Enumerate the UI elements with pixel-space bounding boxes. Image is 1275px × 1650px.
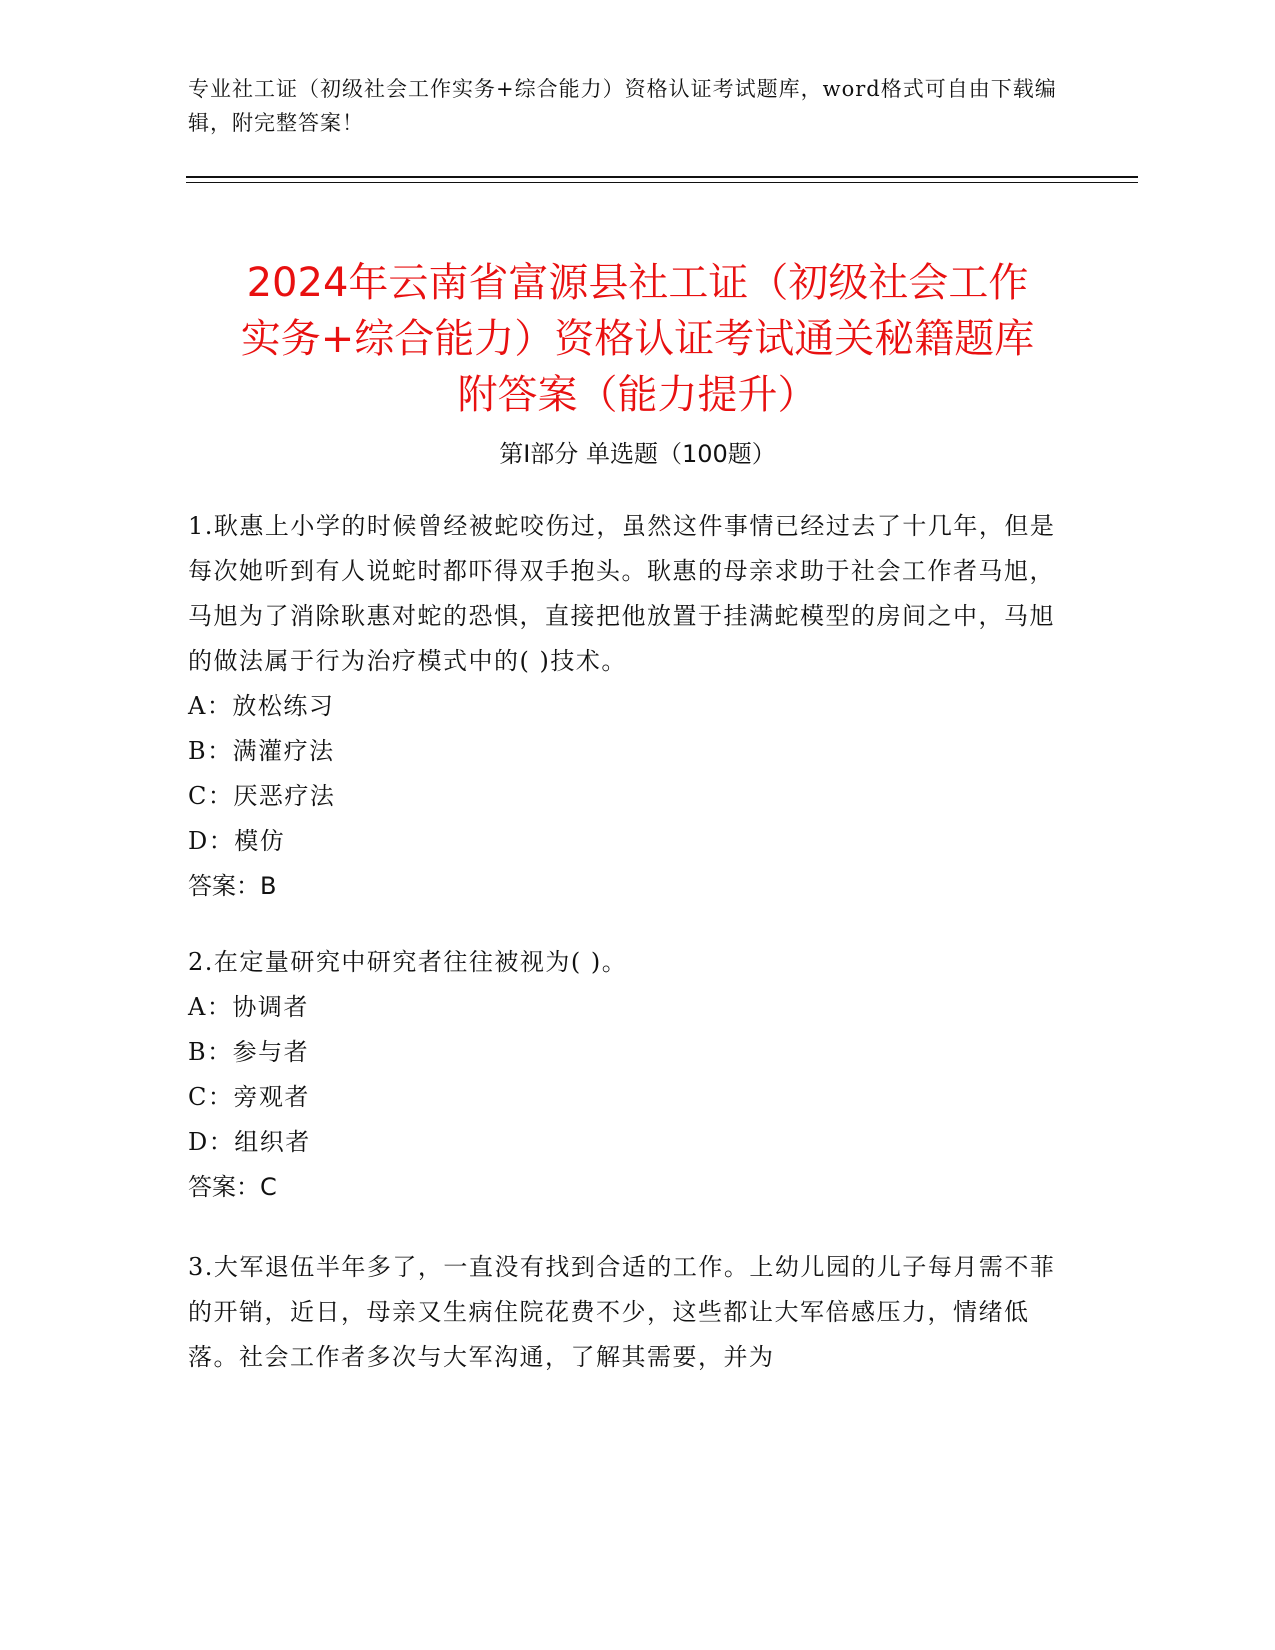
title-line-1: 2024年云南省富源县社工证（初级社会工作	[246, 259, 1029, 306]
question-1	[188, 504, 1068, 909]
answer: 答案：B	[188, 872, 277, 900]
question-3	[188, 1245, 1068, 1380]
option-a: A：协调者	[188, 993, 309, 1021]
option-d: D：组织者	[188, 1128, 311, 1156]
option-c: C：厌恶疗法	[188, 782, 336, 810]
document-title	[170, 255, 1105, 423]
question-2	[188, 940, 1068, 1210]
header-divider-thin	[186, 182, 1138, 183]
answer: 答案：C	[188, 1173, 277, 1201]
question-stem: 2.在定量研究中研究者往往被视为( )。	[188, 948, 628, 976]
section-heading: 第Ⅰ部分 单选题（100题）	[499, 440, 776, 468]
title-line-2: 实务+综合能力）资格认证考试通关秘籍题库	[240, 315, 1035, 362]
option-a: A：放松练习	[188, 692, 335, 720]
option-b: B：满灌疗法	[188, 737, 335, 765]
question-stem: 1.耿惠上小学的时候曾经被蛇咬伤过，虽然这件事情已经过去了十几年，但是每次她听到有人说蛇时都吓得双手抱头。耿惠的母亲求助于社会工作者马旭，马旭为了消除耿惠对蛇的恐惧，直接把他放置于挂满蛇模型的房间之中，马旭的做法属于行为治疗模式中的( )技术。	[188, 512, 1056, 675]
header-divider-thick	[186, 176, 1138, 178]
question-stem: 3.大军退伍半年多了，一直没有找到合适的工作。上幼儿园的儿子每月需不菲的开销，近日，母亲又生病住院花费不少，这些都让大军倍感压力，情绪低落。社会工作者多次与大军沟通，了解其需要，并为	[188, 1253, 1056, 1371]
header-note: 专业社工证（初级社会工作实务+综合能力）资格认证考试题库，word格式可自由下载编辑，附完整答案！	[188, 77, 1057, 135]
option-c: C：旁观者	[188, 1083, 310, 1111]
title-line-3: 附答案（能力提升）	[457, 371, 818, 418]
option-d: D：模仿	[188, 827, 286, 855]
option-b: B：参与者	[188, 1038, 310, 1066]
